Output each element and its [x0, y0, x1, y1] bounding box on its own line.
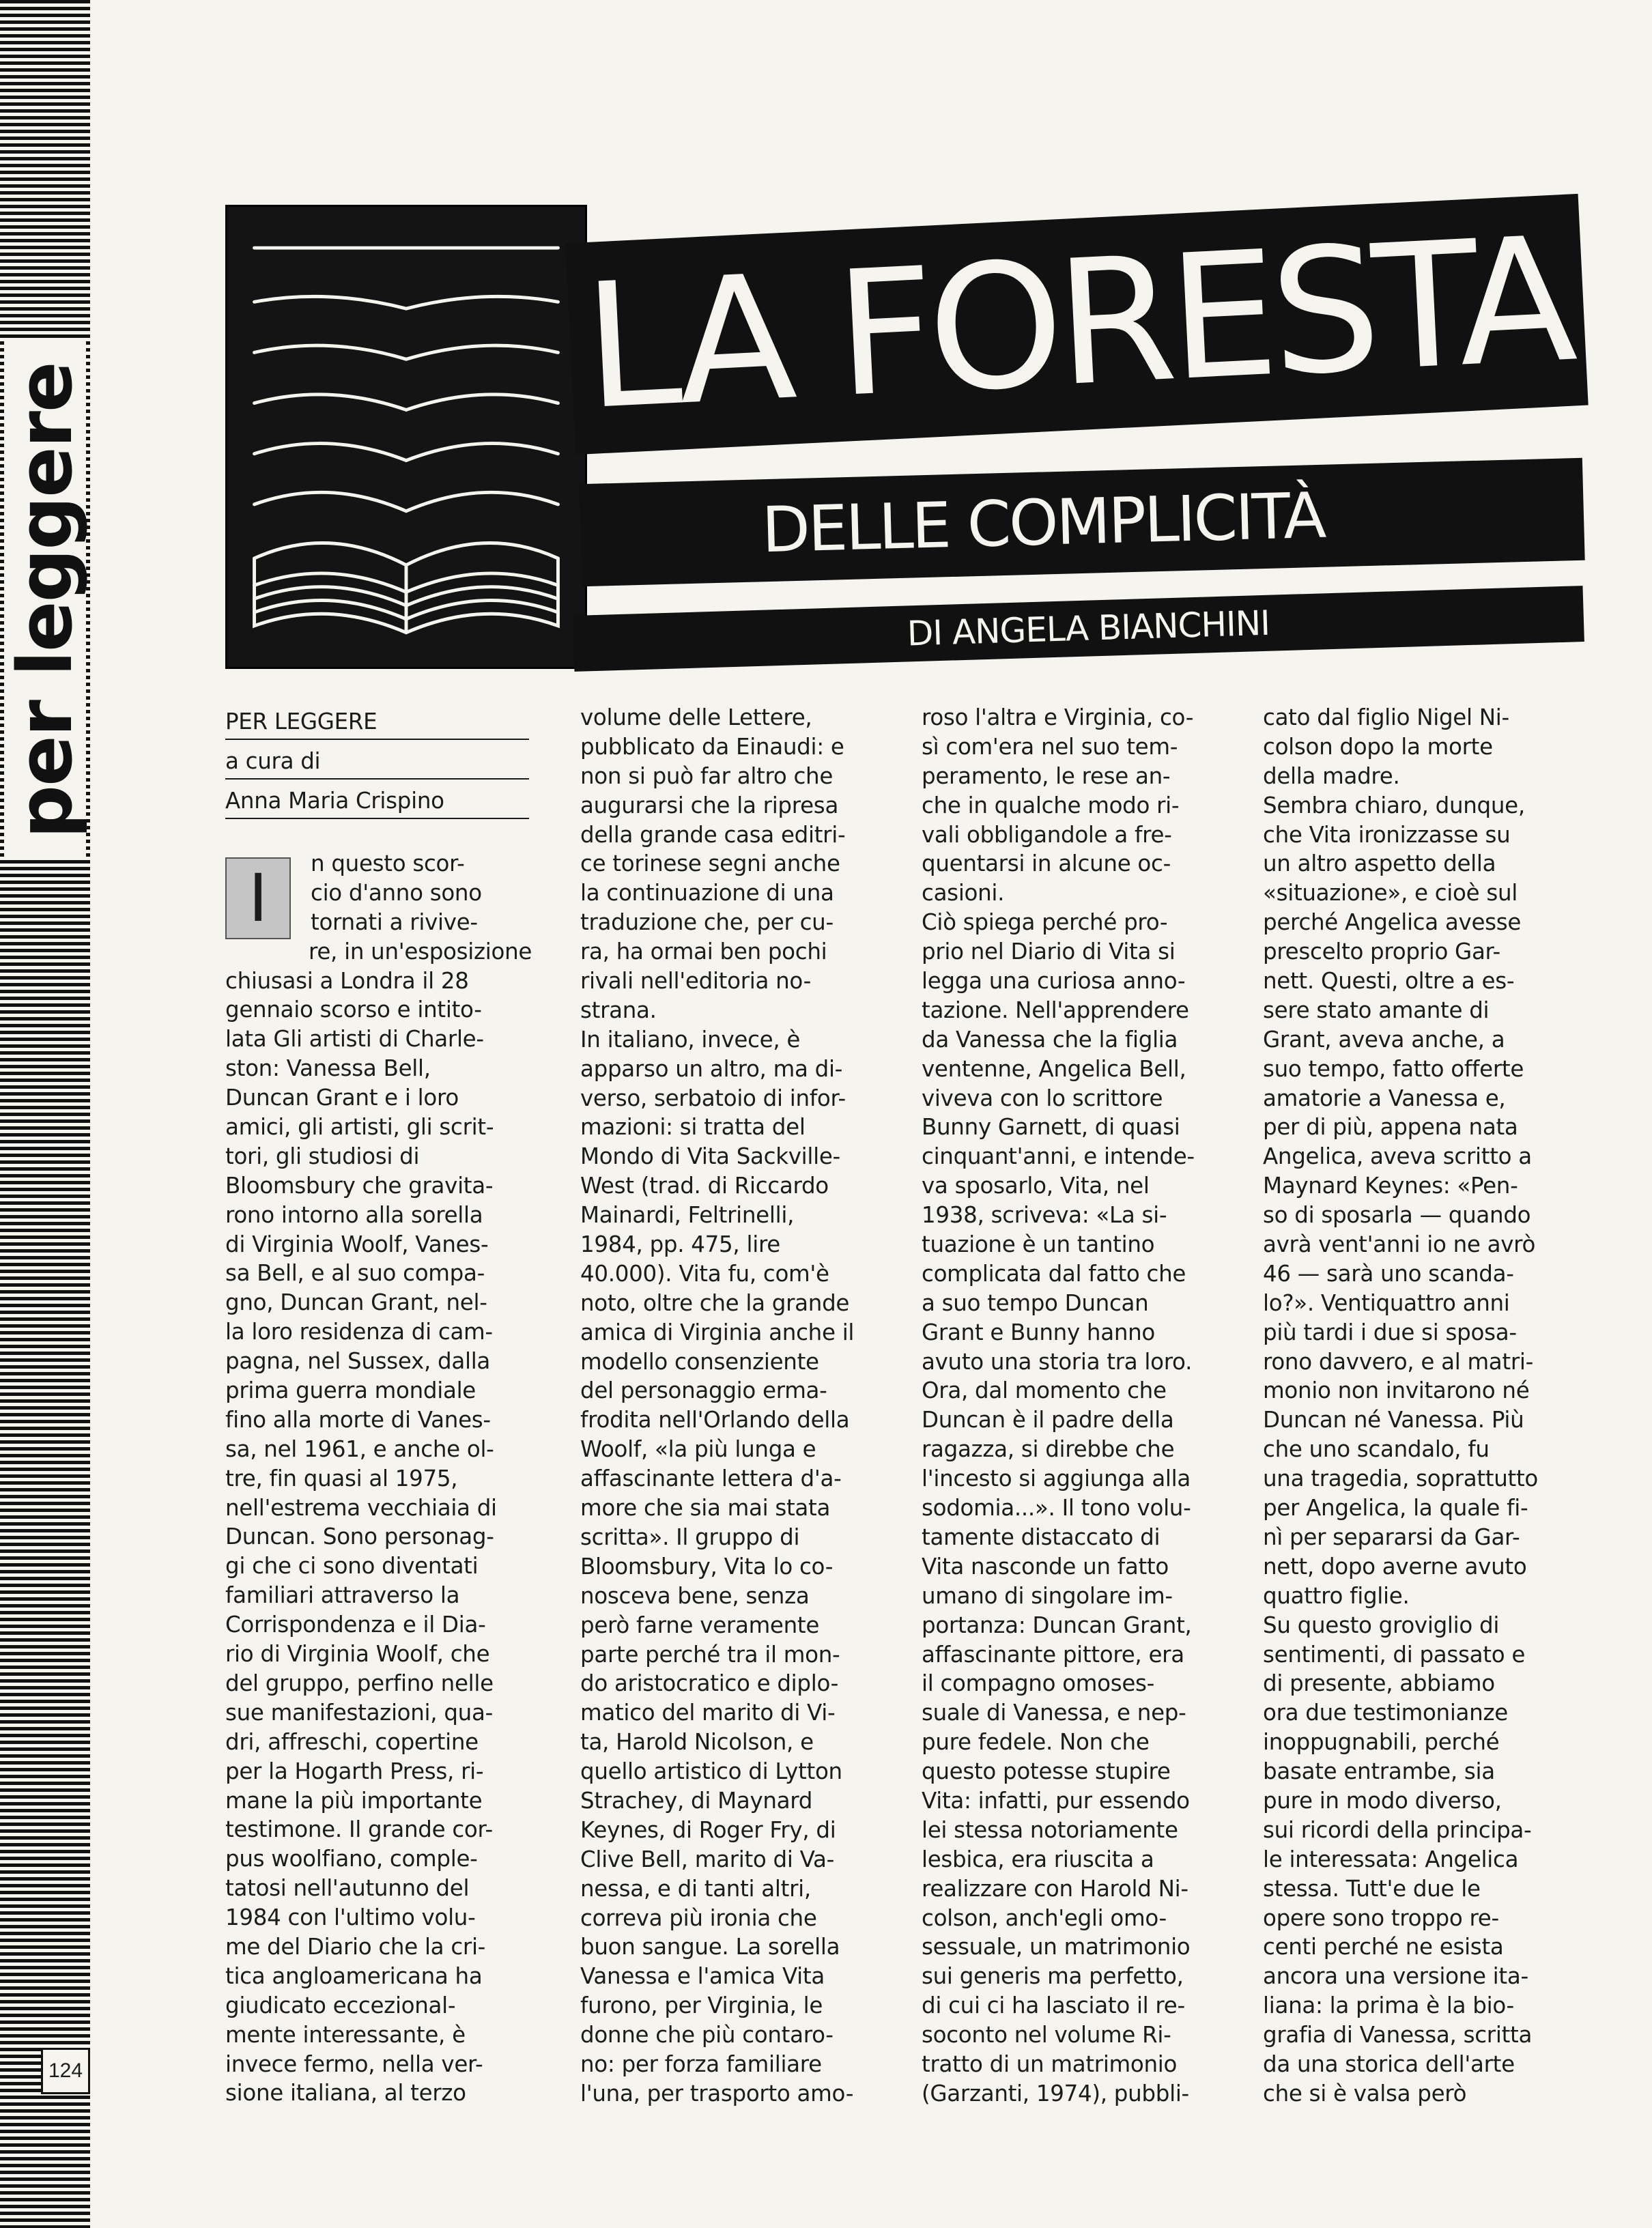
text-line: n questo scor-	[311, 851, 465, 876]
text-line: colson dopo la morte	[1263, 733, 1493, 760]
text-line: da Vanessa che la figlia	[922, 1026, 1178, 1053]
text-line: mente interessante, è	[225, 2021, 466, 2048]
text-line: grafia di Vanessa, scritta	[1263, 2022, 1533, 2048]
open-book-illustration	[225, 205, 587, 669]
text-line: augurarsi che la ripresa	[580, 792, 839, 818]
text-line: parte perché tra il mon-	[580, 1641, 840, 1668]
text-line: umano di singolare im-	[922, 1582, 1173, 1609]
text-line: nì per separarsi da Gar-	[1263, 1524, 1520, 1550]
text-line: noto, oltre che la grande	[580, 1289, 850, 1316]
text-line: perché Angelica avesse	[1263, 909, 1522, 936]
text-line: sì com'era nel suo tem-	[922, 733, 1178, 760]
text-line: amica di Virginia anche il	[580, 1319, 855, 1345]
text-line: prio nel Diario di Vita si	[922, 939, 1176, 965]
page-number: 124	[41, 2048, 90, 2094]
text-line: volume delle Lettere,	[580, 704, 812, 730]
text-line: affascinante lettera d'a-	[580, 1466, 842, 1492]
text-line: dri, affreschi, copertine	[225, 1728, 479, 1755]
text-line: che Vita ironizzasse su	[1263, 821, 1511, 848]
text-line: prima guerra mondiale	[225, 1377, 476, 1404]
text-line: sione italiana, al terzo	[225, 2080, 466, 2106]
text-line: 40.000). Vita fu, com'è	[580, 1260, 829, 1287]
text-line: del gruppo, perfino nelle	[225, 1670, 494, 1696]
text-line: stessa. Tutt'e due le	[1263, 1875, 1481, 1902]
text-line: traduzione che, per cu-	[580, 909, 834, 936]
text-line: scritta». Il gruppo di	[580, 1524, 800, 1550]
text-line: a suo tempo Duncan	[922, 1289, 1149, 1316]
text-line: tornati a rivive-	[311, 909, 478, 935]
text-line: realizzare con Harold Ni-	[922, 1875, 1188, 1902]
text-line: strana.	[580, 997, 657, 1023]
column-4	[1263, 703, 1567, 2109]
text-line: donne che più contaro-	[580, 2022, 834, 2048]
open-book-icon	[227, 207, 585, 667]
text-line: Mondo di Vita Sackville-	[580, 1143, 840, 1170]
text-line: In italiano, invece, è	[580, 1026, 801, 1053]
text-line: avuto una storia tra loro.	[922, 1348, 1193, 1375]
text-line: Duncan Grant e i loro	[225, 1085, 459, 1111]
text-line: more che sia mai stata	[580, 1495, 831, 1522]
text-line: Strachey, di Maynard	[580, 1787, 813, 1814]
text-line: da una storica dell'arte	[1263, 2051, 1515, 2077]
text-line: ston: Vanessa Bell,	[225, 1055, 431, 1082]
text-line: opere sono troppo re-	[1263, 1904, 1499, 1931]
text-line: Sembra chiaro, dunque,	[1263, 792, 1525, 818]
edge-stripe	[0, 0, 90, 2228]
text-line: matico del marito di Vi-	[580, 1700, 836, 1726]
text-line: una tragedia, soprattutto	[1263, 1466, 1539, 1492]
text-line: Bunny Garnett, di quasi	[922, 1114, 1180, 1141]
text-line: modello consenziente	[580, 1348, 819, 1375]
text-line: un altro aspetto della	[1263, 851, 1496, 877]
text-line: tatosi nell'autunno del	[225, 1875, 470, 1902]
text-line: affascinante pittore, era	[922, 1641, 1184, 1668]
text-line: (Garzanti, 1974), pubbli-	[922, 2080, 1189, 2106]
text-line: mazioni: si tratta del	[580, 1114, 806, 1141]
credit-editor: Anna Maria Crispino	[225, 782, 529, 819]
drop-cap: I	[225, 857, 291, 939]
text-line: cato dal figlio Nigel Ni-	[1263, 704, 1509, 730]
text-line: sentimenti, di passato e	[1263, 1641, 1526, 1668]
text-line: re, in un'esposizione	[309, 938, 532, 965]
text-line: nett. Questi, oltre a es-	[1263, 968, 1515, 995]
text-line: tica angloamericana ha	[225, 1962, 483, 1989]
text-line: va sposarlo, Vita, nel	[922, 1173, 1150, 1199]
column-3	[922, 703, 1225, 2109]
text-line: però farne veramente	[580, 1612, 820, 1638]
text-line: Woolf, «la più lunga e	[580, 1436, 816, 1463]
text-line: cio d'anno sono	[311, 879, 482, 906]
text-line: peramento, le rese an-	[922, 762, 1171, 789]
text-line: 1984, pp. 475, lire	[580, 1231, 780, 1258]
text-line: nett, dopo averne avuto	[1263, 1553, 1527, 1580]
text-line: Mainardi, Feltrinelli,	[580, 1202, 795, 1229]
text-line: l'una, per trasporto amo-	[580, 2080, 854, 2106]
text-line: me del Diario che la cri-	[225, 1933, 486, 1960]
text-line: portanza: Duncan Grant,	[922, 1612, 1192, 1638]
text-line: di presente, abbiamo	[1263, 1670, 1495, 1697]
text-line: colson, anch'egli omo-	[922, 1904, 1167, 1931]
text-line: lei stessa notoriamente	[922, 1816, 1178, 1843]
text-line: sa Bell, e al suo compa-	[225, 1260, 485, 1287]
text-line: Duncan né Vanessa. Più	[1263, 1407, 1524, 1433]
text-line: Grant e Bunny hanno	[922, 1319, 1156, 1345]
text-line: casioni.	[922, 880, 1005, 906]
text-line: ragazza, si direbbe che	[922, 1436, 1175, 1463]
text-line: quattro figlie.	[1263, 1582, 1410, 1609]
subtitle-band	[579, 458, 1584, 586]
text-line: familiari attraverso la	[225, 1582, 460, 1609]
text-line: nell'estrema vecchiaia di	[225, 1494, 497, 1521]
title-band	[565, 194, 1588, 455]
text-line: Corrispondenza e il Dia-	[225, 1612, 486, 1638]
text-line: non si può far altro che	[580, 762, 834, 789]
text-line: sue manifestazioni, qua-	[225, 1699, 494, 1726]
text-line: chiusasi a Londra il 28	[225, 967, 469, 994]
text-line: inoppugnabili, perché	[1263, 1729, 1500, 1756]
column-2	[580, 703, 884, 2109]
text-line: tori, gli studiosi di	[225, 1143, 420, 1169]
text-line: che si è valsa però	[1263, 2080, 1467, 2106]
text-line: tre, fin quasi al 1975,	[225, 1465, 458, 1491]
text-line: quentarsi in alcune oc-	[922, 851, 1171, 877]
text-line: pure fedele. Non che	[922, 1729, 1150, 1756]
text-line: gno, Duncan Grant, nel-	[225, 1289, 487, 1316]
text-line: Bloomsbury, Vita lo co-	[580, 1553, 834, 1580]
text-line: ta, Harold Nicolson, e	[580, 1729, 814, 1756]
text-line: Ciò spiega perché pro-	[922, 909, 1168, 936]
text-line: le interessata: Angelica	[1263, 1846, 1519, 1872]
text-line: suo tempo, fatto offerte	[1263, 1055, 1524, 1082]
text-line: Angelica, aveva scritto a	[1263, 1143, 1532, 1170]
text-line: lesbica, era riuscita a	[922, 1846, 1154, 1872]
text-line: buon sangue. La sorella	[580, 1934, 840, 1960]
text-line: Su questo groviglio di	[1263, 1612, 1500, 1638]
text-line: apparso un altro, ma di-	[580, 1055, 843, 1082]
text-line: ventenne, Angelica Bell,	[922, 1055, 1186, 1082]
text-line: Keynes, di Roger Fry, di	[580, 1816, 836, 1843]
text-line: Bloomsbury che gravita-	[225, 1172, 494, 1199]
text-line: 1984 con l'ultimo volu-	[225, 1904, 476, 1931]
author-band	[573, 586, 1584, 672]
text-line: soconto nel volume Ri-	[922, 2022, 1171, 2048]
text-line: lata Gli artisti di Charle-	[225, 1026, 484, 1053]
text-line: per la Hogarth Press, ri-	[225, 1758, 484, 1784]
text-line: la loro residenza di cam-	[225, 1319, 493, 1345]
text-line: testimone. Il grande cor-	[225, 1816, 493, 1843]
section-label: per leggere	[4, 341, 86, 860]
text-line: giudicato eccezional-	[225, 1992, 456, 2018]
credit-curated: a cura di	[225, 743, 529, 780]
text-line: prescelto proprio Gar-	[1263, 939, 1500, 965]
text-line: do aristocratico e diplo-	[580, 1670, 839, 1697]
text-line: Clive Bell, marito di Va-	[580, 1846, 835, 1872]
article-title: LA FORESTA	[580, 199, 1574, 448]
text-line: rivali nell'editoria no-	[580, 968, 812, 995]
text-line: sa, nel 1961, e anche ol-	[225, 1436, 494, 1462]
text-line: l'incesto si aggiunga alla	[922, 1466, 1191, 1492]
column-1	[225, 703, 532, 2108]
text-line: Vanessa e l'amica Vita	[580, 1963, 825, 1990]
text-line: nosceva bene, senza	[580, 1582, 810, 1609]
column-body	[225, 849, 532, 2108]
text-line: tuazione è un tantino	[922, 1231, 1155, 1258]
text-line: per Angelica, la quale fi-	[1263, 1495, 1528, 1522]
text-line: tazione. Nell'apprendere	[922, 997, 1189, 1023]
text-line: amatorie a Vanessa e,	[1263, 1085, 1506, 1111]
text-line: pubblicato da Einaudi: e	[580, 733, 844, 760]
text-line: mane la più importante	[225, 1787, 483, 1814]
text-line: ce torinese segni anche	[580, 851, 840, 877]
column-body	[922, 703, 1225, 2109]
text-line: West (trad. di Riccardo	[580, 1173, 829, 1199]
text-line: Ora, dal momento che	[922, 1377, 1167, 1404]
text-line: il compagno omoses-	[922, 1670, 1155, 1697]
text-line: 1938, scriveva: «La si-	[922, 1202, 1167, 1229]
text-line: ora due testimonianze	[1263, 1700, 1508, 1726]
text-line: per di più, appena nata	[1263, 1114, 1518, 1141]
text-line: ra, ha ormai ben pochi	[580, 939, 827, 965]
text-line: suale di Vanessa, e nep-	[922, 1700, 1186, 1726]
text-line: roso l'altra e Virginia, co-	[922, 704, 1194, 730]
text-line: sui ricordi della principa-	[1263, 1816, 1532, 1843]
text-line: la continuazione di una	[580, 880, 834, 906]
text-line: gi che ci sono diventati	[225, 1553, 479, 1580]
text-line: della madre.	[1263, 762, 1400, 789]
text-line: che uno scandalo, fu	[1263, 1436, 1490, 1463]
text-line: cinquant'anni, e intende-	[922, 1143, 1195, 1170]
text-line: vali obbligandole a fre-	[922, 821, 1172, 848]
text-line: basate entrambe, sia	[1263, 1758, 1495, 1785]
text-line: no: per forza familiare	[580, 2051, 822, 2077]
text-line: quello artistico di Lytton	[580, 1758, 842, 1785]
text-line: fino alla morte di Vanes-	[225, 1406, 491, 1433]
text-line: centi perché ne esista	[1263, 1934, 1504, 1960]
text-line: sere stato amante di	[1263, 997, 1490, 1023]
text-line: Maynard Keynes: «Pen-	[1263, 1173, 1518, 1199]
column-body	[580, 703, 884, 2109]
text-line: amici, gli artisti, gli scrit-	[225, 1114, 494, 1141]
text-line: legga una curiosa anno-	[922, 968, 1186, 995]
text-line: pagna, nel Sussex, dalla	[225, 1348, 491, 1375]
text-line: gennaio scorso e intito-	[225, 997, 482, 1023]
text-line: sessuale, un matrimonio	[922, 1934, 1191, 1960]
text-line: pus woolfiano, comple-	[225, 1846, 478, 1872]
column-body	[1263, 703, 1567, 2109]
text-line: che in qualche modo ri-	[922, 792, 1180, 818]
text-line: lo?». Ventiquattro anni	[1263, 1289, 1510, 1316]
text-line: monio non invitarono né	[1263, 1377, 1530, 1404]
text-line: Vita nasconde un fatto	[922, 1553, 1169, 1580]
text-line: so di sposarla — quando	[1263, 1202, 1531, 1229]
text-line: liana: la prima è la bio-	[1263, 1993, 1514, 2019]
text-line: rio di Virginia Woolf, che	[225, 1641, 490, 1668]
article-author: DI ANGELA BIANCHINI	[907, 603, 1270, 654]
text-line: della grande casa editri-	[580, 821, 846, 848]
text-line: del personaggio erma-	[580, 1377, 827, 1404]
text-line: ancora una versione ita-	[1263, 1963, 1528, 1990]
text-line: di cui ci ha lasciato il re-	[922, 1993, 1185, 2019]
text-line: questo potesse stupire	[922, 1758, 1171, 1785]
text-line: furono, per Virginia, le	[580, 1993, 823, 2019]
text-line: di Virginia Woolf, Vanes-	[225, 1231, 489, 1257]
text-line: tamente distaccato di	[922, 1524, 1160, 1550]
text-line: viveva con lo scrittore	[922, 1085, 1163, 1111]
text-line: invece fermo, nella ver-	[225, 2051, 483, 2077]
text-line: Vita: infatti, pur essendo	[922, 1787, 1190, 1814]
text-line: Grant, aveva anche, a	[1263, 1026, 1505, 1053]
text-line: complicata dal fatto che	[922, 1260, 1186, 1287]
text-line: verso, serbatoio di infor-	[580, 1085, 846, 1111]
text-line: frodita nell'Orlando della	[580, 1407, 850, 1433]
text-line: più tardi i due si sposa-	[1263, 1319, 1517, 1345]
text-line: correva più ironia che	[580, 1904, 817, 1931]
article-subtitle: DELLE COMPLICITÀ	[760, 479, 1326, 567]
text-line: nessa, e di tanti altri,	[580, 1875, 811, 1902]
text-line: Duncan è il padre della	[922, 1407, 1174, 1433]
text-line: rono davvero, e al matri-	[1263, 1348, 1534, 1375]
text-line: avrà vent'anni io ne avrò	[1263, 1231, 1536, 1258]
text-line: Duncan. Sono personag-	[225, 1524, 494, 1550]
text-line: 46 — sarà uno scanda-	[1263, 1260, 1514, 1287]
text-line: sodomia...». Il tono volu-	[922, 1495, 1191, 1522]
text-line: pure in modo diverso,	[1263, 1787, 1502, 1814]
text-line: rono intorno alla sorella	[225, 1201, 483, 1228]
credit-section: PER LEGGERE	[225, 703, 529, 740]
text-line: «situazione», e cioè sul	[1263, 880, 1518, 906]
text-line: sui generis ma perfetto,	[922, 1963, 1184, 1990]
text-line: tratto di un matrimonio	[922, 2051, 1178, 2077]
